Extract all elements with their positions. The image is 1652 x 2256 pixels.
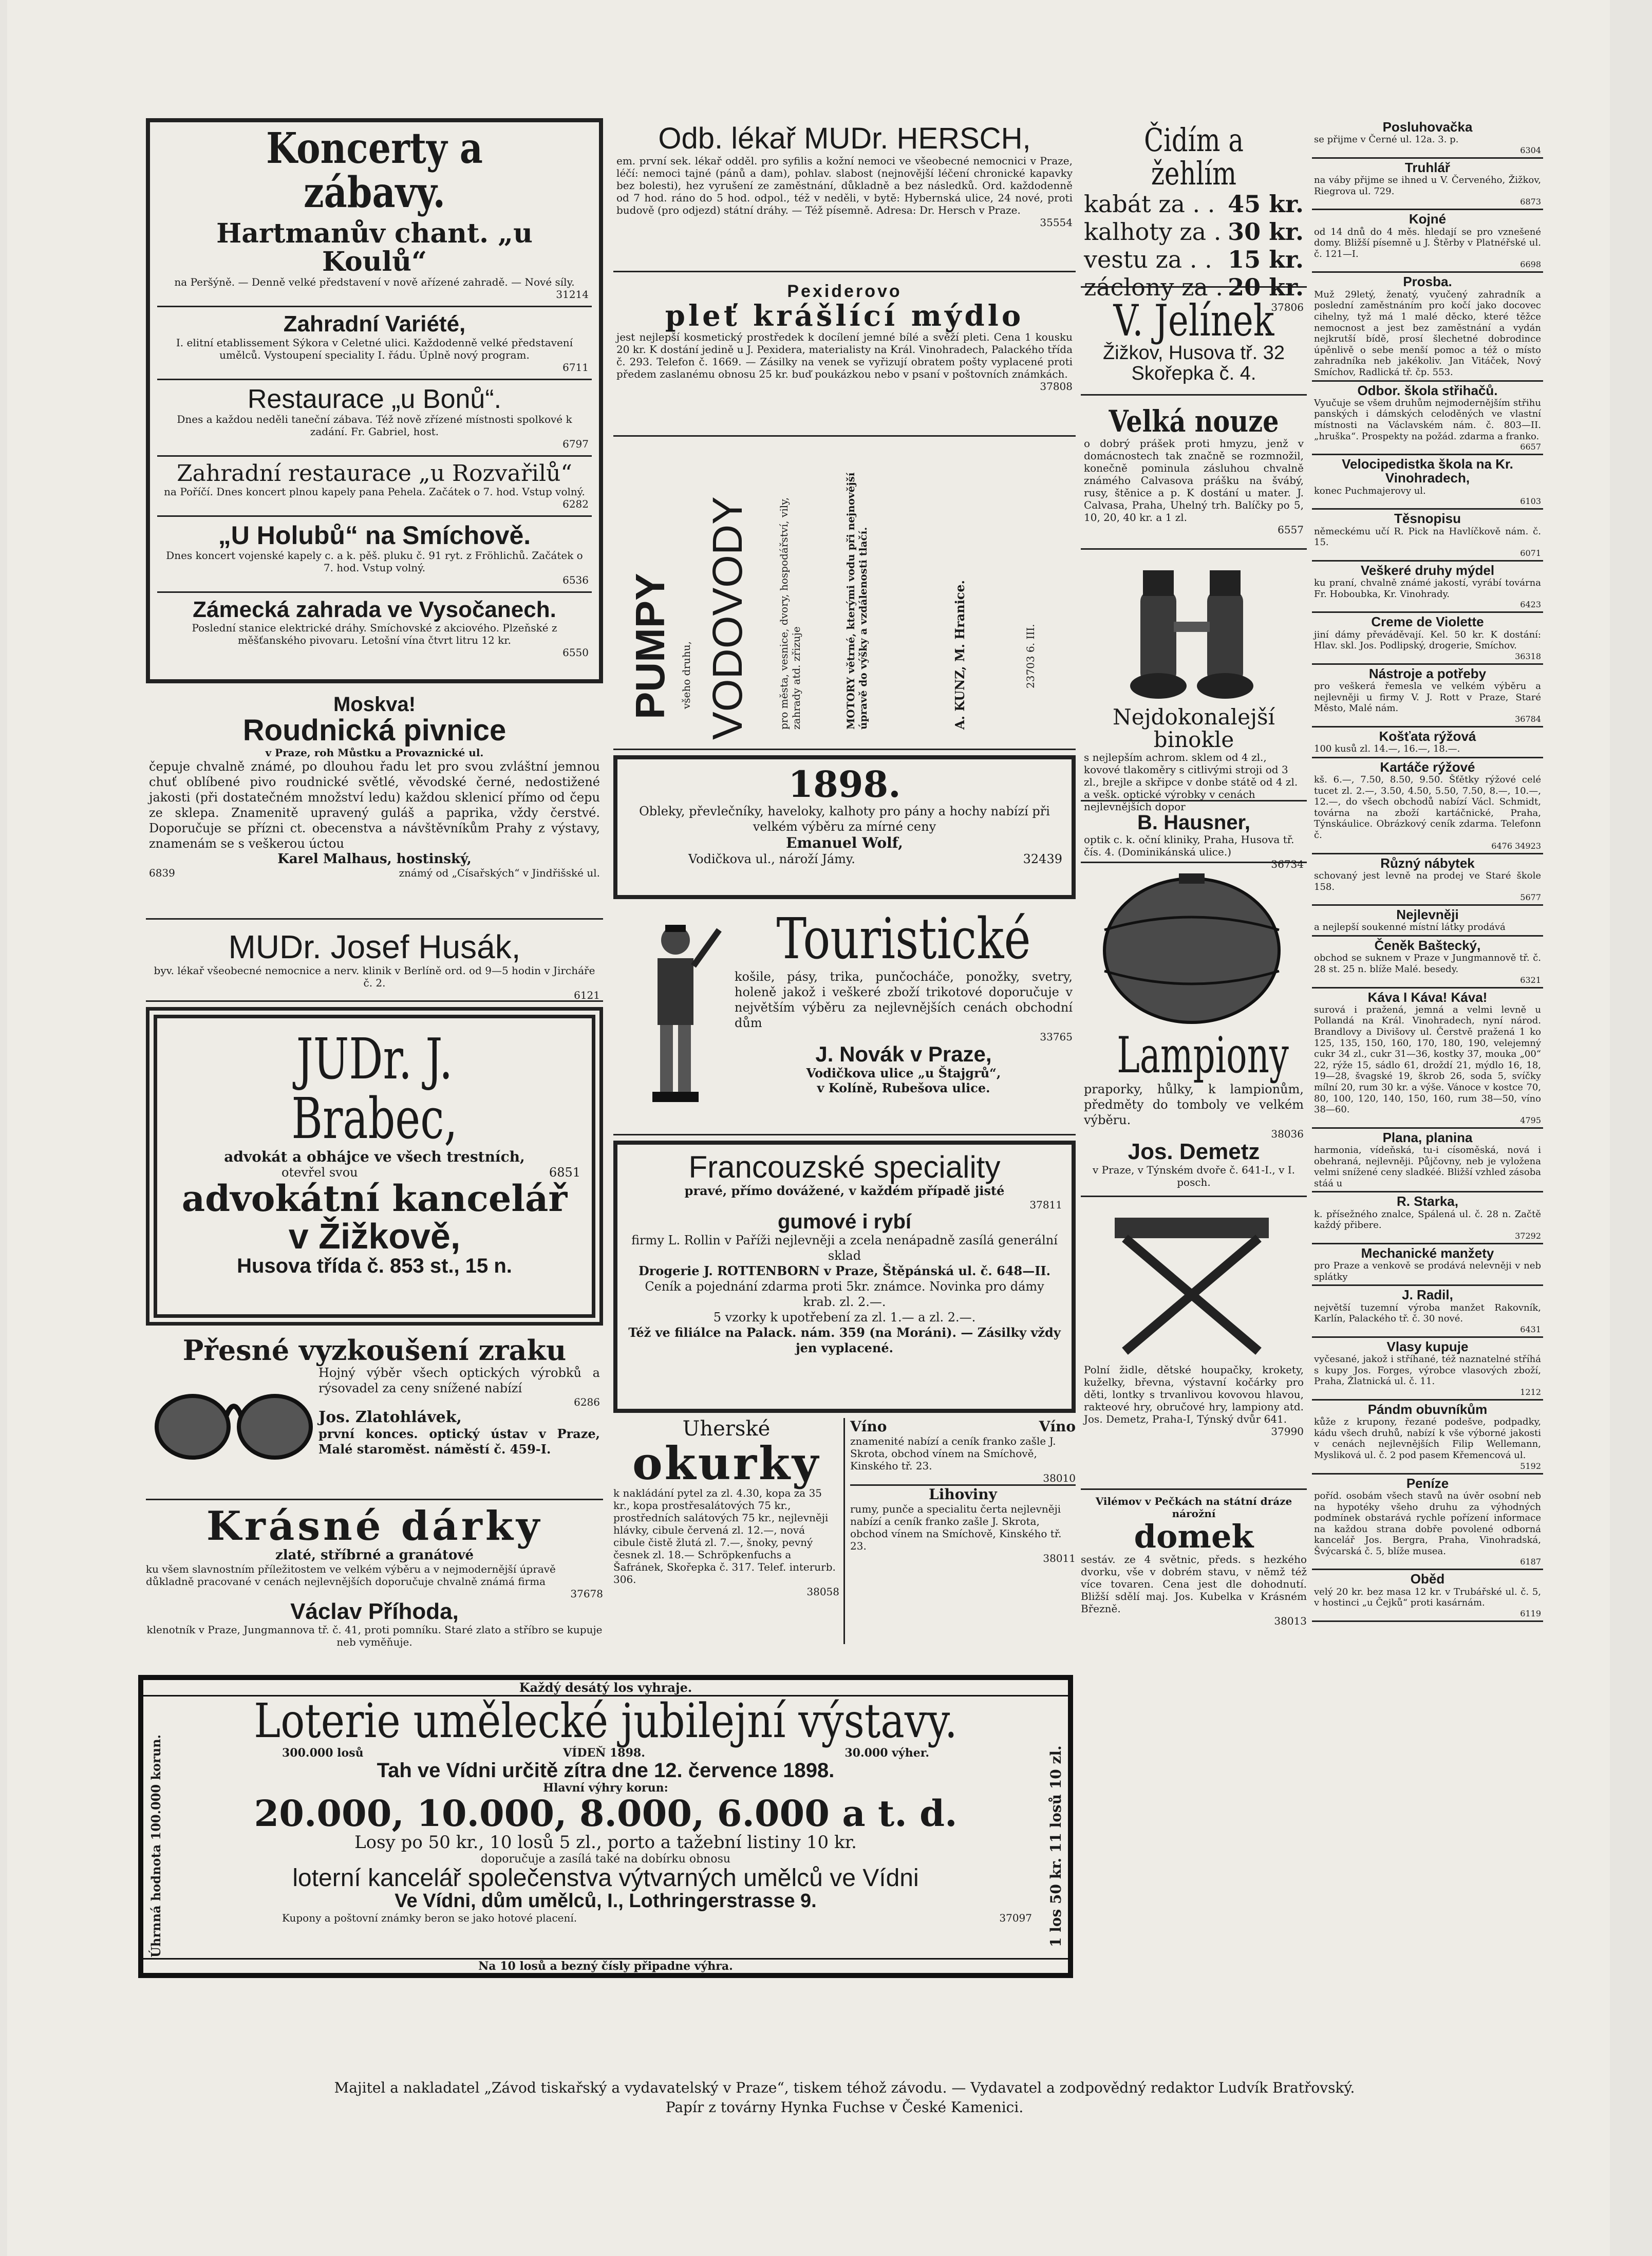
cidim-price-row xyxy=(1084,246,1304,273)
classified-text: harmonia, vídeňská, tu-i císoměská, nová i obehraná, nejlevněji. Půjčovny, neb je vyložena velmi snížené ceny sladkéé. Bližší vzhled zásoba stáá u xyxy=(1314,1145,1541,1189)
y1898-num: 32439 xyxy=(1023,851,1062,866)
classified-title: Čeněk Baštecký, xyxy=(1374,938,1481,954)
tourist-figure-icon xyxy=(616,909,735,1125)
classified-num: 37292 xyxy=(1515,1230,1541,1241)
cidim-item: záclony za . xyxy=(1084,273,1223,302)
jelinek-addr2: Skořepka č. 4. xyxy=(1131,363,1256,385)
roudnicka-title: Roudnická pivnice xyxy=(242,714,506,747)
classified-title: Nejlevněji xyxy=(1396,907,1459,923)
darky-title: Krásné dárky xyxy=(206,1503,543,1550)
vodovody-title: VODOVODY xyxy=(704,496,751,740)
roudnicka-addr: v Praze, roh Můstku a Provaznické ul. xyxy=(265,746,484,759)
brabec-open: otevřel svou xyxy=(281,1165,358,1180)
classified-title: Prosba. xyxy=(1403,274,1452,290)
polni-ad xyxy=(1081,1202,1307,1490)
lottery-line1-right: 30.000 výher. xyxy=(844,1746,929,1760)
imprint-line2: Papír z továrny Hynka Fuchse v České Kamenici. xyxy=(665,2098,1024,2116)
classified-title: Vlasy kupuje xyxy=(1386,1338,1469,1354)
zrak-name: Jos. Zlatohlávek, xyxy=(318,1408,462,1426)
vino-num: 38010 xyxy=(1043,1472,1076,1484)
lottery-address: Ve Vídni, dům umělců, I., Lothringerstrasse 9. xyxy=(395,1890,817,1912)
y1898-name: Emanuel Wolf, xyxy=(786,834,903,851)
lottery-top-label: Každý desátý los vyhraje. xyxy=(143,1680,1068,1696)
zamecka-num: 6550 xyxy=(562,646,589,659)
classified-num: 6187 xyxy=(1520,1557,1541,1567)
brabec-ad xyxy=(146,1007,603,1326)
husak-ad xyxy=(146,925,603,1002)
nouze-text: o dobrý prášek proti hmyzu, jenž v domácnostech tak značně se rozmnožil, konečně pominula zásluhou chvalně známého Calvasova prášku na švábý, rusy, štěnice a p. K dostání u mater. J. Calvasa, Praha, Uhelný trh. Balíčky po 5, 10, 20, 40 kr. a 1 zl. xyxy=(1084,437,1304,524)
okurky-text: k nakládání pytel za zl. 4.30, kopa za 35 kr., kopa prostřesalátových 75 kr., prostředních salátových 75 kr., nejlevněji hlávky, cibule červená zl. 12.—, nová cibule čistě žlutá zl. 7.—, šnoky, pevný česnek zl. 18.— Schröpkenfuchs a Šafránek, Skořepka č. 317. Telef. interurb. 306. xyxy=(613,1487,836,1586)
rozvarilu-ad xyxy=(157,457,592,517)
rozvarilu-num: 6282 xyxy=(562,498,589,511)
folding-stool-icon xyxy=(1084,1207,1300,1362)
demetz-name: Jos. Demetz xyxy=(1128,1139,1260,1164)
franc-sub2: gumové i rybí xyxy=(777,1210,912,1233)
holubu-text: Dnes koncert vojenské kapely c. a k. pěš. pluku č. 91 ryt. z Fröhlichů. Začátek o 7. hod. Vstup volný. xyxy=(166,549,583,574)
pumpy-ad xyxy=(613,442,1076,750)
rozvarilu-title: Zahradní restaurace „u Rozvařilů“ xyxy=(177,460,572,487)
classified-item xyxy=(1312,989,1543,1129)
polni-text: Polní židle, dětské houpačky, krokety, kuželky, břevna, výstavní kočárky pro děti, lontky s trvanlivou kovovou hlavou, rakteové hry, obručové hry, lampiony atd. Jos. Demetz, Praha-I, Týnský dvůr 641. xyxy=(1084,1364,1304,1425)
lottery-line1-mid: VÍDEŇ 1898. xyxy=(563,1746,645,1760)
franc-text4: Též ve filiálce na Palack. nám. 359 (na Moráni). — Zásilky vždy jen vyplacené. xyxy=(628,1325,1061,1355)
darky-addr: klenotník v Praze, Jungmannova tř. č. 41, proti pomníku. Staré zlato a stříbro se kupuje neb vyměňuje. xyxy=(146,1624,603,1649)
binokle-title: Nejdokonalejší binokle xyxy=(1113,704,1275,753)
tour-num: 33765 xyxy=(1040,1030,1073,1043)
binokle-num: 36734 xyxy=(1271,858,1304,870)
classified-text: kůže z krupony, řezané podešve, podpadky, kádu všech druhů, nabízí k vše výborné jakosti v cenách nejlevnějších Filip Wellemann, Mysliková ul. č. 2 pod pasem Křemencová ul. xyxy=(1314,1416,1541,1461)
tour-title: Touristické xyxy=(776,906,1031,972)
classified-num: 6119 xyxy=(1520,1608,1541,1618)
brabec-sub: advokát a obhájce ve všech trestních, xyxy=(224,1148,525,1165)
classified-text: pro veškerá řemesla ve velkém výběru a nejlevněji u firmy V. J. Rott v Praze, Staré Město, Malé nám. xyxy=(1314,681,1541,714)
classified-title: R. Starka, xyxy=(1397,1194,1458,1209)
lantern-icon xyxy=(1084,873,1300,1028)
demetz-addr: v Praze, v Týnském dvoře č. 641-I., v I. posch. xyxy=(1092,1163,1296,1188)
classified-text: a nejlepší soukenné místní látky prodává xyxy=(1314,922,1506,933)
classified-num: 4795 xyxy=(1520,1115,1541,1125)
classified-num: 6304 xyxy=(1520,145,1541,155)
polni-num: 37990 xyxy=(1271,1425,1304,1438)
darky-sub: zlaté, stříbrné a granátové xyxy=(275,1547,474,1563)
classifieds-list xyxy=(1312,118,1543,1622)
classified-text: surová i pražená, jemná a velmi levně u Pollandá na Král. Vinohradech, nyní národ. Brandlovy a Divišovy ul. Čerstvě pražená 1 ko 125, 135, 150, 160, 170, 180, 190, velejemný cukr 34 zl., cukr 31—36, kostky 37, mouka „00“ 22, rýže 15, sádlo 61, droždí 21, mýdlo 16, 18, 19—28, švagské 19, škrob 26, soda 5, svíčky mílní 20, rum 30 kr. a výše. Vánoce v kostce 70, 80, 100, 120, 140, 150, 160, rum 38—50, víno 38—60. xyxy=(1314,1004,1541,1115)
classified-text: k. přísežného znalce, Spálená ul. č. 28 n. Začtě každý přibere. xyxy=(1314,1208,1541,1231)
hartman-ad xyxy=(157,215,592,307)
classified-item xyxy=(1312,613,1543,664)
classified-num: 5192 xyxy=(1520,1461,1541,1471)
column-2 xyxy=(613,118,1076,1649)
pexider-ad xyxy=(613,277,1076,437)
classified-title: Veškeré druhy mýdel xyxy=(1360,562,1495,578)
pumpy-sub: všeho druhu, xyxy=(680,641,692,709)
franc-drug: Drogerie J. ROTTENBORN v Praze, Štěpánská ul. č. 648—II. xyxy=(638,1263,1051,1278)
classified-num: 6476 34923 xyxy=(1491,841,1541,851)
binokle-name: B. Hausner, xyxy=(1137,811,1251,834)
classified-num: 6698 xyxy=(1520,259,1541,270)
bonu-text: Dnes a každou neděli taneční zábava. Též nově zřízené místnosti spolkové k zadání. Fr. Gabriel, host. xyxy=(177,413,572,438)
pince-nez-icon xyxy=(149,1365,318,1478)
binokle-text: s nejlepším achrom. sklem od 4 zl., kovové tlakoměry s citlivými stroji od 3 zl., brejle a skřipce v donbe státě od 4 zl. a vešk. optické výrobky v cenách nejlevnějších dopor xyxy=(1084,751,1298,813)
cidim-price: 20 kr. xyxy=(1228,273,1304,302)
franc-text: firmy L. Rollin v Paříži nejlevněji a zcela nenápadně zasílá generální sklad xyxy=(631,1233,1058,1263)
darky-ad xyxy=(146,1505,603,1660)
koncerty-title: Koncerty a zábavy. xyxy=(266,124,483,218)
classified-text: největší tuzemní výroba manžet Rakovník, Karlín, Palackého tř. č. 30 nové. xyxy=(1314,1302,1541,1325)
column-3 xyxy=(1081,118,1307,1660)
classified-item xyxy=(1312,382,1543,456)
classified-item xyxy=(1312,159,1543,210)
hersch-text: em. první sek. lékař odděl. pro syfilis a kožní nemoci ve všeobecné nemocnici v Praze, léčí: nemoci tajné (pánů a dam), pohlav. slabost (nejnovější léčení chronické kapavky bez bolesti), hez vyrušení ze zaměstnání, důkladně a bez následků. Ord. každodenně od 7 hod. ráno do 5 hod. odpol., též v neděli, v bytě: Hybernská ulice, 24 nové, proti budově (pro odjezd) státní dráhy. — Též písemně. Adresa: Dr. Hersch v Praze. xyxy=(616,154,1073,216)
classified-item xyxy=(1312,510,1543,561)
y1898-addr: Vodičkova ul., nároží Jámy. xyxy=(688,851,855,866)
classified-title: Kojné xyxy=(1409,211,1447,227)
bonu-title: Restaurace „u Bonů“. xyxy=(247,384,502,414)
classified-num: 1212 xyxy=(1520,1387,1541,1397)
zrak-desc: první konces. optický ústav v Praze, Malé staroměst. náměstí č. 459-I. xyxy=(318,1426,600,1457)
classified-item xyxy=(1312,1475,1543,1571)
hersch-num: 35554 xyxy=(1040,216,1073,229)
roudnicka-num: 6839 xyxy=(149,866,175,879)
lampiony-text: praporky, hůlky, k lampionům, předměty do tomboly ve velkém výběru. xyxy=(1084,1082,1304,1127)
classified-text: velý 20 kr. bez masa 12 kr. v Trubářské ul. č. 5, v hostinci „u Čejků“ proti kasárnám. xyxy=(1314,1586,1541,1609)
lampiony-title: Lampiony xyxy=(1117,1027,1289,1084)
bonu-num: 6797 xyxy=(562,438,589,451)
jelinek-ad xyxy=(1081,293,1307,396)
classified-text: se přijme v Černé ul. 12a. 3. p. xyxy=(1314,134,1459,145)
okurky-title: okurky xyxy=(632,1437,821,1490)
imprint-footer xyxy=(146,2078,1543,2117)
moskva-title: Moskva! xyxy=(333,693,416,716)
cidim-price: 15 kr. xyxy=(1228,246,1304,274)
classified-text: jiní dámy převáděvají. Kel. 50 kr. K dostání: Hlav. skl. Jos. Podlipský, drogerie, Smíchov. xyxy=(1314,629,1541,651)
classified-title: Těsnopisu xyxy=(1394,511,1461,527)
zrak-title: Přesné vyzkoušení zraku xyxy=(182,1334,567,1367)
classified-text: poříd. osobám všech stavů na úvěr osobní neb na hypotéky všeho druhu za výhodných podmínek obstarává rychle pořízení informace na každou strana dobře povolené odborná kancelář Jos. Bergra, Praha, Vinohradská, Švýcarská č. 5, blíže musea. xyxy=(1314,1490,1541,1557)
tour-text: košile, pásy, trika, punčocháče, ponožky, svetry, holeně jakož i veškeré zboží trikotové doporučuje v největším výběru za nejlevnějších cenách obchodní dům xyxy=(735,969,1073,1030)
classified-text: obchod se suknem v Praze v Jungmannově tř. č. 28 st. 25 n. blíže Malé. besedy. xyxy=(1314,953,1541,975)
classified-num: 6431 xyxy=(1520,1324,1541,1334)
classified-num: 6071 xyxy=(1520,548,1541,558)
husak-num: 6121 xyxy=(574,989,600,1002)
darky-num: 37678 xyxy=(570,1587,603,1600)
nouze-ad xyxy=(1081,401,1307,550)
newspaper-page xyxy=(7,0,1610,2256)
classified-title: Velocipedistka škola na Kr. Vinohradech, xyxy=(1342,456,1513,486)
vino-title: Víno xyxy=(850,1418,887,1435)
nouze-num: 6557 xyxy=(1278,523,1304,536)
classified-item xyxy=(1312,728,1543,758)
classified-item xyxy=(1312,1570,1543,1621)
classified-num: 36784 xyxy=(1515,714,1541,724)
classified-text: Muž 29letý, ženatý, vyučený zahradník a poslední zaměstnáním pro kočí jako docovec cihelny, tyž má 1 malé děcko, které těžce nemocnost a jest bez zaměstnání a vydán nejkrutší bídě, prosí šlechetné dobrodince úpěnlivě o sebe menší pomoc a též o místo zahradníka neb jakékoliv. Jan Vitáček, Nový Smíchov, Radlická tř. čp. 553. xyxy=(1314,289,1541,378)
darky-text: ku všem slavnostním příležitostem ve velkém výběru a v nejmodernější úpravě důkladně pracované v cenách nejlevnějších doporučuje chvalně známá firma xyxy=(146,1562,556,1588)
classified-item xyxy=(1312,1401,1543,1475)
hersch-title: Odb. lékař MUDr. HERSCH, xyxy=(658,122,1031,155)
okurky-top: Uherské xyxy=(682,1417,771,1441)
lottery-office: loterní kancelář společenstva výtvarných umělců ve Vídni xyxy=(292,1865,919,1892)
lihoviny-text: rumy, punče a specialitu čerta nejlevněji nabízí a ceník franko zašle J. Skrota, obchod vínem na Smíchově, Kinského tř. 23. xyxy=(850,1503,1062,1552)
cidim-item: vestu za . . xyxy=(1084,246,1212,274)
cidim-price: 30 kr. xyxy=(1228,218,1304,246)
classified-title: Různý nábytek xyxy=(1380,855,1475,871)
vino-text: znamenité nabízí a ceník franko zašle J. Skrota, obchod vínem na Smíchově, Kinského tř. 23. xyxy=(850,1435,1056,1472)
classified-title: Mechanické manžety xyxy=(1361,1245,1494,1261)
nouze-title: Velká nouze xyxy=(1109,404,1279,439)
franc-title: Francouzské speciality xyxy=(688,1150,1001,1184)
classified-title: Peníze xyxy=(1406,1475,1449,1491)
lampiony-ad xyxy=(1081,868,1307,1197)
classified-item xyxy=(1312,118,1543,159)
zrak-text: Hojný výběr všech optických výrobků a rýsovadel za ceny snížené nabízí xyxy=(318,1365,600,1395)
roudnicka-text: čepuje chvalně známé, po dlouhou řadu let pro svou zvláštní jemnou chuť oblíbené pivo roudnické světlé, věvodské černé, nedostižené jakosti (při dostatečném množství ledu) každou sklenicí přímo od čepu ze sklepa. Znamenitě upravený guláš a paprika, vždy čerstvé. Doporučuje se přízni ct. obecenstva a návštěvníkům Prahy z výstavy, znamenám se s veškerou úctou xyxy=(149,759,600,851)
lihoviny-title: Lihoviny xyxy=(850,1484,1076,1503)
classified-text: německému učí R. Pick na Havlíčkově nám. č. 15. xyxy=(1314,526,1541,548)
brabec-num: 6851 xyxy=(549,1165,580,1180)
classified-text: od 14 dnů do 4 měs. hledají se pro vznešené domy. Bližší písemně u J. Štěrby v Platnéřské ul. č. 121—I. xyxy=(1314,226,1541,259)
classified-text: Vyučuje se všem druhům nejmodernějším střihu panských i dámských celoděných ve vlastní místnosti na Václavském nám. č. 803—II. „hruška“. Prospekty na požád. zdarma a franko. xyxy=(1314,397,1541,442)
vino-top: Víno xyxy=(1039,1418,1076,1435)
column-1 xyxy=(146,118,603,1665)
jelinek-title: V. Jelínek xyxy=(1113,295,1274,346)
classified-text: na váby přijme se ihned u V. Červeného, Žižkov, Riegrova ul. 729. xyxy=(1314,175,1541,197)
classified-num: 6873 xyxy=(1520,197,1541,207)
lottery-right-side: 1 los 50 kr. 11 losů 10 zl. xyxy=(1047,1745,1064,1947)
classified-title: Creme de Violette xyxy=(1371,614,1484,630)
cidim-price-row xyxy=(1084,190,1304,218)
hartman-text: na Peršýně. — Denně velké představení v nově ařízené zahradě. — Nové síly. xyxy=(174,276,575,289)
cidim-price-row xyxy=(1084,218,1304,246)
roudnicka-sig2: známý od „Císařských“ v Jindřišské ul. xyxy=(399,866,600,879)
lottery-coupons: Kupony a poštovní známky beron se jako hotové placení. xyxy=(282,1912,577,1925)
classified-text: schovaný jest levně na prodej ve Staré škole 158. xyxy=(1314,870,1541,892)
y1898-text: Obleky, převlečníky, haveloky, kalhoty pro pány a hochy nabízí při velkém výběru za mírné ceny xyxy=(639,804,1050,834)
pumpy-num: 23703 6. III. xyxy=(1024,624,1037,688)
zamecka-title: Zámecká zahrada ve Vysočanech. xyxy=(193,596,556,622)
franc-text2: Ceník a pojednání zdarma proti 5kr. známce. Novinka pro dámy krab. zl. 2.—. xyxy=(645,1279,1044,1309)
pexider-text: jest nejlepší kosmetický prostředek k docílení jemné bílé a svěží pleti. Cena 1 kousku 20 kr. K dostání jedině u J. Pexidera, materialisty na Král. Vinohradech, Palackého třída č. 293. Telefon č. 1669. — Zásilky na venek se vyřizují obratem pošty vyplacené proti předem zaslanému obnosu 25 kr. buď poukázkou nebo v psaní v poštovních známkách. xyxy=(616,331,1073,381)
pexider-num: 37808 xyxy=(1040,380,1073,393)
hausner-ad xyxy=(1081,807,1307,870)
tour-addr2: v Kolíně, Rubešova ulice. xyxy=(817,1080,990,1095)
okurky-ad xyxy=(613,1418,845,1644)
domek-text: sestáv. ze 4 světnic, předs. s hezkého dvorku, vše v dobrém stavu, v němž též více tovaren. Cena jest dle dohodnutí. Bližší sdělí maj. Jos. Kubelka v Krásném Březně. xyxy=(1081,1553,1307,1615)
classified-num: 6103 xyxy=(1520,496,1541,507)
lihoviny-num: 38011 xyxy=(1043,1552,1076,1564)
motory-text: MOTORY větrné, kterými vodu při nejnovější úpravě do výšky a vzdálenosti tlačí. xyxy=(844,472,869,730)
lottery-main-label: Hlavní výhry korun: xyxy=(543,1781,668,1795)
variete-num: 6711 xyxy=(562,361,589,374)
classified-item xyxy=(1312,937,1543,988)
classified-num: 6321 xyxy=(1520,975,1541,985)
cidim-num: 37806 xyxy=(1271,301,1304,314)
vodovody-text: pro města, vesnice, dvory, hospodářství, vily, zahrady atd. zřizuje xyxy=(778,497,802,730)
classified-title: Káva I Káva! Káva! xyxy=(1367,989,1488,1005)
lottery-line1-left: 300.000 losů xyxy=(282,1746,364,1760)
franc-sub: pravé, přímo dovážené, v každém případě jisté xyxy=(684,1183,1005,1198)
hartman-title: Hartmanův chant. „u Koulů“ xyxy=(216,218,533,277)
bonu-ad xyxy=(157,380,592,457)
variete-text: I. elitní etablissement Sýkora v Celetné ulici. Každodenně velké představení umělců. Vystoupení speciality I. řádu. Úplně nový program. xyxy=(176,336,573,361)
lottery-bottom-label: Na 10 losů a bezný čísly připadne výhra. xyxy=(143,1958,1068,1973)
classified-title: Košťata rýžová xyxy=(1379,728,1476,744)
classified-item xyxy=(1312,1192,1543,1244)
franc-text3: 5 vzorky k upotřebení za zl. 1.— a zl. 2.—. xyxy=(713,1310,976,1325)
brabec-addr: Husova třída č. 853 st., 15 n. xyxy=(237,1255,512,1277)
classified-item xyxy=(1312,455,1543,510)
y1898-title: 1898. xyxy=(788,763,901,806)
classified-title: Pándm obuvníkům xyxy=(1367,1401,1488,1417)
classified-text: ku praní, chvalně známé jakostí, vyrábí továrna Fr. Hoboubka, Kr. Vinohrady. xyxy=(1314,577,1541,600)
brabec-city: v Žižkově, xyxy=(288,1216,461,1256)
classified-num: 6657 xyxy=(1520,442,1541,452)
okurky-vino-ad xyxy=(613,1418,1076,1644)
lottery-ad xyxy=(138,1675,1073,1978)
domek-title: domek xyxy=(1134,1518,1254,1555)
husak-title: MUDr. Josef Husák, xyxy=(228,928,521,965)
classified-text: vyčesané, jakož i stříhané, též naznatelné stříhá s kupy Jos. Forges, výrobce vlasových zboží, Praha, Žlatnická ul. č. 11. xyxy=(1314,1354,1541,1387)
classified-title: Kartáče rýžové xyxy=(1380,759,1475,775)
classified-text: pro Praze a venkově se prodává nelevněji v neb splátky xyxy=(1314,1260,1541,1282)
classified-item xyxy=(1312,1338,1543,1401)
y1898-ad xyxy=(613,755,1076,899)
classified-item xyxy=(1312,854,1543,906)
variete-ad xyxy=(157,307,592,380)
column-4 xyxy=(1312,118,1543,1622)
rozvarilu-text: na Poříčí. Dnes koncert plnou kapely pana Pehela. Začátek o 7. hod. Vstup volný. xyxy=(164,486,585,498)
cidim-item: kabát za . . xyxy=(1084,190,1215,218)
franc-ad xyxy=(613,1141,1076,1413)
cidim-ad xyxy=(1081,118,1307,314)
classified-item xyxy=(1312,665,1543,728)
lottery-price-line2: doporučuje a zasílá také na dobírku obnosu xyxy=(480,1853,731,1866)
holubu-ad xyxy=(157,517,592,593)
classified-item xyxy=(1312,906,1543,937)
classified-text: 100 kusů zl. 14.—, 16.—, 18.—. xyxy=(1314,743,1460,755)
zrak-ad xyxy=(146,1331,603,1500)
domek-num: 38013 xyxy=(1274,1615,1307,1628)
imprint-line1: Majitel a nakladatel „Závod tiskařský a vydavatelský v Praze“, tiskem téhož závodu. — Vydavatel a zodpovědný redaktor Ludvík Bratřovský. xyxy=(334,2079,1355,2096)
hersch-ad xyxy=(613,118,1076,272)
kunz-name: A. KUNZ, M. Hranice. xyxy=(952,580,967,730)
lottery-left-side: Úhrnná hodnota 100.000 korun. xyxy=(148,1735,163,1957)
classified-text: kš. 6.—, 7.50, 8.50, 9.50. Šťětky rýžové celé tucet zl. 2.—, 3.50, 4.50, 5.50, 7.50, 8.—, 10.—, 12.—, do všech obchodů nabízí Václ. Schmidt, továrna na zboží kartáčnické, Praha, Týnskáulice. Obrázkový ceník zdarma. Telefonn č. xyxy=(1314,774,1541,841)
classified-item xyxy=(1312,1244,1543,1286)
cidim-item: kalhoty za . xyxy=(1084,218,1222,246)
domek-ad xyxy=(1081,1495,1307,1654)
classified-num: 6423 xyxy=(1520,600,1541,610)
cidim-price-list xyxy=(1084,190,1304,301)
classified-item xyxy=(1312,1286,1543,1337)
lottery-num: 37097 xyxy=(999,1912,1032,1925)
classified-item xyxy=(1312,273,1543,381)
pumpy-title: PUMPY xyxy=(627,573,673,719)
cidim-title: Čidím a žehlím xyxy=(1144,121,1244,193)
classified-title: Nástroje a potřeby xyxy=(1368,665,1487,681)
classified-title: Truhlář xyxy=(1404,159,1451,175)
classified-num: 36318 xyxy=(1515,651,1541,661)
lottery-price-line: Losy po 50 kr., 10 losů 5 zl., porto a tažební listiny 10 kr. xyxy=(354,1832,857,1853)
pexider-head: pleť krášlící mýdlo xyxy=(665,299,1024,333)
lampiony-num: 38036 xyxy=(1271,1127,1304,1140)
husak-text: byv. lékař všeobecné nemocnice a nerv. klinik v Berlíně ord. od 9—5 hodin v Jircháře č. 2. xyxy=(154,964,595,990)
koncerty-box xyxy=(146,118,603,683)
brabec-title: JUDr. J. Brabec, xyxy=(291,1026,458,1151)
tour-name: J. Novák v Praze, xyxy=(815,1041,992,1066)
zamecka-ad xyxy=(157,593,592,664)
classified-title: J. Radil, xyxy=(1402,1287,1453,1303)
binokle-ad xyxy=(1081,555,1307,813)
lottery-prizes: 20.000, 10.000, 8.000, 6.000 a t. d. xyxy=(254,1792,958,1835)
binoculars-icon xyxy=(1084,560,1300,704)
tour-ad xyxy=(613,904,1076,1135)
classified-text: konec Puchmajerovy ul. xyxy=(1314,485,1426,496)
roudnicka-sig: Karel Malhaus, hostinský, xyxy=(277,851,472,867)
classified-title: Odbor. škola střihačů. xyxy=(1357,382,1498,398)
brabec-office: advokátní kancelář xyxy=(181,1177,568,1220)
holubu-title: „U Holubů“ na Smíchově. xyxy=(218,521,531,550)
classified-title: Posluhovačka xyxy=(1382,119,1473,135)
darky-name: Václav Příhoda, xyxy=(290,1598,459,1624)
classified-title: Plana, planina xyxy=(1382,1129,1473,1145)
classified-item xyxy=(1312,562,1543,613)
roudnicka-ad xyxy=(146,688,603,920)
zrak-num: 6286 xyxy=(574,1395,600,1408)
binokle-addr: optik c. k. oční kliniky, Praha, Husova tř. čís. 4. (Dominikánská ulice.) xyxy=(1084,833,1294,858)
vino-ad xyxy=(845,1418,1076,1644)
okurky-num: 38058 xyxy=(806,1586,839,1598)
tour-addr: Vodičkova ulice „u Štajgrů“, xyxy=(806,1065,1001,1080)
pexider-title: Pexiderovo xyxy=(787,282,902,301)
hartman-num: 31214 xyxy=(556,288,589,301)
classified-num: 5677 xyxy=(1520,892,1541,903)
franc-num: 37811 xyxy=(1029,1199,1062,1211)
zamecka-text: Poslední stanice elektrické dráhy. Smíchovské z akciového. Plzeňské z měšťanského pivovaru. Letošní vína čtvrt litru 12 kr. xyxy=(192,622,557,647)
lottery-title: Loterie umělecké jubilejní výstavy. xyxy=(254,1693,958,1748)
jelinek-addr: Žižkov, Husova tř. 32 xyxy=(1102,342,1285,364)
classified-item xyxy=(1312,1129,1543,1193)
lottery-draw: Tah ve Vídni určitě zítra dne 12. července 1898. xyxy=(377,1759,835,1782)
classified-item xyxy=(1312,210,1543,273)
classified-item xyxy=(1312,758,1543,854)
variete-title: Zahradní Variété, xyxy=(283,311,466,337)
holubu-num: 6536 xyxy=(562,573,589,586)
cidim-price: 45 kr. xyxy=(1228,190,1304,218)
classified-title: Oběd xyxy=(1410,1571,1445,1587)
domek-top: Vilémov v Pečkách na státní dráze nárožní xyxy=(1095,1495,1292,1520)
